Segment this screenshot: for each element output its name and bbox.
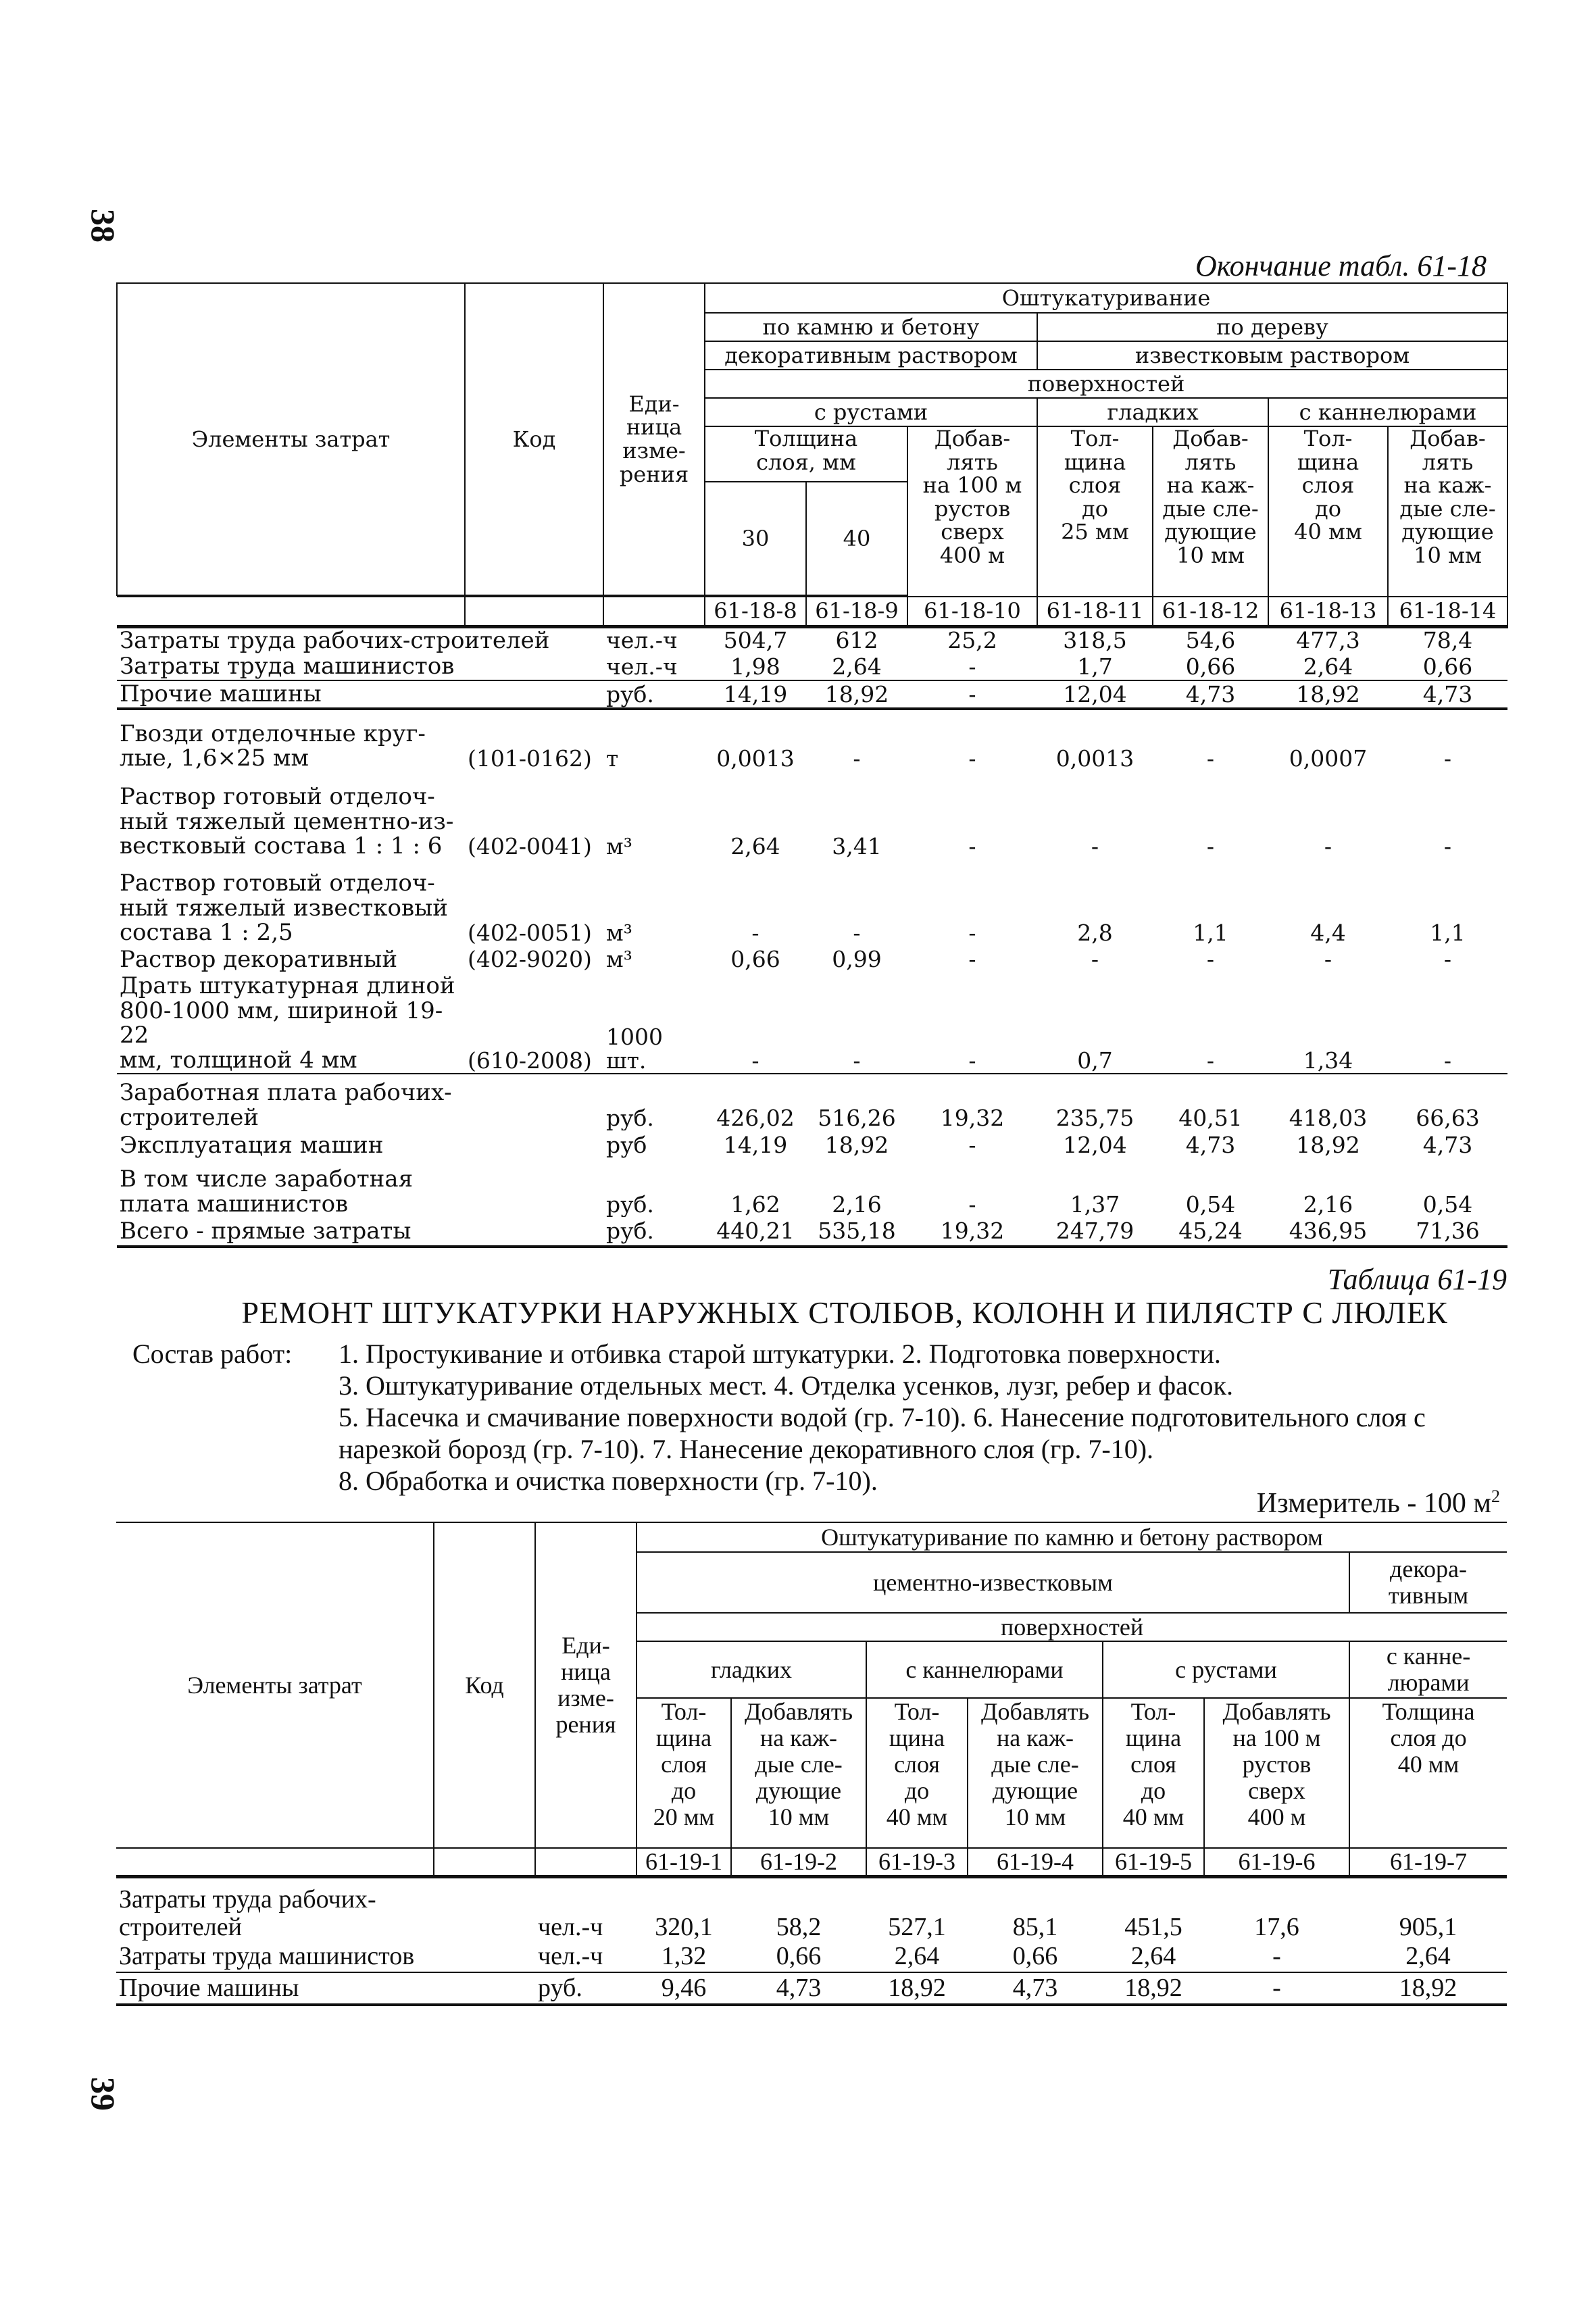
t1-cell: 0,66 bbox=[1388, 653, 1507, 680]
t2-cell: 0,66 bbox=[731, 1941, 866, 1972]
t2-code: 61-19-6 bbox=[1204, 1848, 1349, 1876]
t1-cell: 2,8 bbox=[1077, 920, 1113, 945]
t1-h-thick40: Тол- щина слоя до 40 мм bbox=[1268, 426, 1388, 597]
t2-h-rust: с рустами bbox=[1103, 1641, 1349, 1698]
t1-h-wood: по дереву bbox=[1037, 313, 1507, 341]
t2-cell: 17,6 bbox=[1254, 1913, 1299, 1942]
work-item: 5. Насечка и смачивание поверхности водой (гр. 7-10). 6. Нанесение подготовительного слоя с нарезкой борозд (гр. 7-10). 7. Нанесение декоративного слоя (гр. 7-10). bbox=[339, 1402, 1426, 1464]
table1-codes bbox=[117, 597, 1507, 626]
t1-cell: 0,0007 bbox=[1289, 745, 1368, 771]
t2-cell: 0,66 bbox=[968, 1941, 1103, 1972]
t1-cell: 418,03 bbox=[1289, 1105, 1368, 1130]
t1-cell: 1,37 bbox=[1070, 1191, 1120, 1217]
t2-row-label: Прочие машины bbox=[116, 1972, 434, 2005]
t2-h-kann: с каннелюрами bbox=[866, 1641, 1103, 1698]
t1-cell: - bbox=[907, 653, 1037, 680]
t2-h-thick20: Тол- щина слоя до 20 мм bbox=[637, 1698, 731, 1848]
t1-code: 61-18-12 bbox=[1153, 597, 1268, 626]
t1-cell: - bbox=[1206, 946, 1215, 973]
t2-cell: 2,64 bbox=[1103, 1941, 1204, 1972]
t1-cell: 19,32 bbox=[940, 1105, 1005, 1130]
t1-code: 61-18-13 bbox=[1268, 597, 1388, 626]
t1-row-code: (610-2008) bbox=[465, 974, 603, 1074]
t1-cell: 436,95 bbox=[1268, 1217, 1388, 1247]
t1-code: 61-18-14 bbox=[1388, 597, 1507, 626]
t1-cell: 1,7 bbox=[1037, 653, 1153, 680]
t1-h-t40-cell: 40 bbox=[843, 525, 871, 551]
t1-row-unit: м³ bbox=[606, 946, 632, 973]
t2-cell: 4,73 bbox=[968, 1972, 1103, 2005]
t1-row-unit: 1000 шт. bbox=[603, 974, 705, 1074]
measure-unit-text: Измеритель - 100 м bbox=[1256, 1488, 1491, 1519]
t1-cell: - bbox=[1388, 974, 1507, 1074]
t2-h-add-each-2: Добавлять на каж- дые сле- дующие 10 мм bbox=[968, 1698, 1103, 1848]
t2-row-code bbox=[434, 1876, 535, 1941]
t2-cell: 85,1 bbox=[1012, 1913, 1058, 1942]
t1-cell: - bbox=[968, 1191, 976, 1217]
t2-code: 61-19-3 bbox=[866, 1848, 968, 1876]
t1-cell: 12,04 bbox=[1063, 1132, 1127, 1159]
work-label: Состав работ: bbox=[132, 1339, 293, 1369]
t2-row-label: Затраты труда машинистов bbox=[116, 1941, 434, 1972]
t1-cell: 0,0013 bbox=[1055, 745, 1134, 771]
t1-h-thickness bbox=[705, 426, 907, 595]
t1-cell: 25,2 bbox=[947, 627, 997, 653]
t1-cell: - bbox=[907, 974, 1037, 1074]
t1-cell: - bbox=[1206, 833, 1215, 859]
t1-row-unit: чел.-ч bbox=[606, 627, 678, 653]
t2-h-elements: Элементы затрат bbox=[116, 1522, 434, 1848]
t1-cell: 0,66 bbox=[1153, 653, 1268, 680]
table-61-19 bbox=[116, 1522, 1507, 2006]
t2-cell: 527,1 bbox=[888, 1913, 946, 1942]
t1-cell: 235,75 bbox=[1055, 1105, 1134, 1130]
t1-cell: 14,19 bbox=[723, 1132, 788, 1159]
t1-cell: - bbox=[853, 745, 861, 771]
t1-cell: 4,73 bbox=[1422, 1132, 1473, 1159]
t1-cell: 535,18 bbox=[806, 1217, 907, 1247]
page-number-bottom: 39 bbox=[84, 2077, 122, 2111]
t1-cell: 2,64 bbox=[1268, 653, 1388, 680]
t2-h-smooth: гладких bbox=[637, 1641, 866, 1698]
t1-h-elements: Элементы затрат bbox=[117, 283, 465, 595]
t1-cell: - bbox=[1443, 833, 1452, 859]
t1-cell: 426,02 bbox=[716, 1105, 795, 1130]
t1-cell: 18,92 bbox=[1296, 1132, 1360, 1159]
t1-code: 61-18-8 bbox=[705, 597, 806, 626]
t1-cell: 516,26 bbox=[818, 1105, 896, 1130]
t1-cell: 612 bbox=[835, 627, 878, 653]
t1-row-unit: чел.-ч bbox=[603, 653, 705, 680]
t1-cell: 45,24 bbox=[1153, 1217, 1268, 1247]
t1-h-code: Код bbox=[465, 283, 603, 595]
t2-h-group: Оштукатуривание по камню и бетону раствором bbox=[637, 1522, 1507, 1552]
t1-row-unit: руб. bbox=[603, 1217, 705, 1247]
t1-cell: - bbox=[1206, 745, 1215, 771]
t1-cell: 3,41 bbox=[832, 833, 882, 859]
t1-cell: 2,16 bbox=[832, 1191, 882, 1217]
t1-cell: 2,64 bbox=[806, 653, 907, 680]
t2-cell: - bbox=[1204, 1972, 1349, 2005]
t2-h-thick40-1: Тол- щина слоя до 40 мм bbox=[866, 1698, 968, 1848]
t1-h-t30-cell: 30 bbox=[705, 482, 807, 595]
t1-row-label: Раствор готовый отделоч- ный тяжелый известковый состава 1 : 2,5 bbox=[120, 869, 448, 945]
t1-cell: - bbox=[806, 974, 907, 1074]
t2-cell: 320,1 bbox=[655, 1913, 713, 1942]
t2-code: 61-19-4 bbox=[968, 1848, 1103, 1876]
t1-cell: 440,21 bbox=[705, 1217, 806, 1247]
t2-cell: 4,73 bbox=[731, 1972, 866, 2005]
t1-row-label: Драть штукатурная длиной 800-1000 мм, шириной 19-22 мм, толщиной 4 мм bbox=[117, 974, 465, 1074]
t1-h-add-each-1: Добав- лять на каж- дые сле- дующие 10 мм bbox=[1153, 426, 1268, 597]
t1-cell: - bbox=[1443, 946, 1452, 973]
t1-h-kann: с каннелюрами bbox=[1268, 398, 1507, 426]
t1-cell: 0,54 bbox=[1422, 1191, 1473, 1217]
t2-cell: 9,46 bbox=[637, 1972, 731, 2005]
t1-cell: - bbox=[907, 680, 1037, 709]
table2-caption: Таблица 61-19 bbox=[1327, 1263, 1507, 1296]
t1-row-label: Всего - прямые затраты bbox=[117, 1217, 603, 1247]
table2-body bbox=[116, 1876, 1507, 2005]
t1-row-label: В том числе заработная плата машинистов bbox=[120, 1166, 414, 1217]
t1-cell: 19,32 bbox=[907, 1217, 1037, 1247]
t1-h-add-rust: Добав- лять на 100 м рустов сверх 400 м bbox=[907, 426, 1037, 597]
t1-cell: 1,1 bbox=[1193, 920, 1228, 945]
t1-h-unit: Еди- ница изме- рения bbox=[603, 283, 705, 595]
t1-code: 61-18-10 bbox=[907, 597, 1037, 626]
t1-h-surfaces: поверхностей bbox=[705, 370, 1507, 398]
t1-cell: 2,16 bbox=[1303, 1191, 1353, 1217]
t1-code: 61-18-9 bbox=[806, 597, 907, 626]
t2-row-unit: руб. bbox=[535, 1972, 637, 2005]
t1-cell: 1,1 bbox=[1430, 920, 1466, 945]
t2-h-surfaces: поверхностей bbox=[637, 1613, 1507, 1641]
t1-cell: - bbox=[968, 946, 976, 973]
t1-cell: - bbox=[968, 745, 976, 771]
measure-unit-sup: 2 bbox=[1491, 1487, 1500, 1506]
t1-cell: 2,64 bbox=[730, 833, 780, 859]
table2-codes bbox=[116, 1848, 1507, 1876]
t1-cell: 1,98 bbox=[705, 653, 806, 680]
t1-h-thickness-label: Толщина слоя, мм bbox=[705, 427, 907, 482]
t2-cell: 58,2 bbox=[776, 1913, 822, 1942]
t2-code: 61-19-2 bbox=[731, 1848, 866, 1876]
t2-h-code: Код bbox=[434, 1522, 535, 1848]
t1-cell: 54,6 bbox=[1185, 627, 1236, 653]
t1-h-mortar-lime: известковым раствором bbox=[1037, 341, 1507, 370]
table2-title: РЕМОНТ ШТУКАТУРКИ НАРУЖНЫХ СТОЛБОВ, КОЛОНН И ПИЛЯСТР С ЛЮЛЕК bbox=[241, 1295, 1448, 1330]
t1-cell: - bbox=[1153, 974, 1268, 1074]
t2-h-add-each-1: Добавлять на каж- дые сле- дующие 10 мм bbox=[731, 1698, 866, 1848]
t1-row-label: Раствор декоративный bbox=[120, 945, 397, 973]
t2-cell: 1,32 bbox=[637, 1941, 731, 1972]
t2-code: 61-19-1 bbox=[637, 1848, 731, 1876]
t1-cell: - bbox=[853, 920, 861, 945]
measure-unit bbox=[1014, 1487, 1500, 1520]
t1-row-unit: руб. bbox=[606, 1191, 654, 1217]
table-61-18 bbox=[116, 282, 1508, 1248]
t1-cell: 18,92 bbox=[824, 1132, 889, 1159]
t1-cell: 1,62 bbox=[730, 1191, 780, 1217]
t2-cell: 18,92 bbox=[866, 1972, 968, 2005]
t2-h-thick40-3: Толщина слоя до 40 мм bbox=[1349, 1698, 1507, 1848]
t1-row-unit: м³ bbox=[606, 833, 632, 859]
t2-code: 61-19-5 bbox=[1103, 1848, 1204, 1876]
t1-row-unit: т bbox=[606, 745, 619, 771]
work-item: 8. Обработка и очистка поверхности (гр. 7-10). bbox=[339, 1466, 878, 1496]
t1-cell: - bbox=[968, 1132, 976, 1159]
t1-cell: 0,66 bbox=[730, 946, 780, 973]
t1-row-unit: руб. bbox=[606, 1105, 654, 1130]
t1-cell: - bbox=[1091, 833, 1099, 859]
t1-cell: 78,4 bbox=[1422, 627, 1473, 653]
t2-row-label: Затраты труда рабочих- строителей bbox=[119, 1885, 376, 1942]
page-number-top: 38 bbox=[84, 209, 122, 243]
t2-cell: 451,5 bbox=[1124, 1913, 1182, 1942]
t1-cell: 4,4 bbox=[1310, 920, 1346, 945]
t1-row-code: (402-0041) bbox=[468, 833, 592, 859]
t1-row-code: (402-9020) bbox=[468, 946, 592, 973]
t1-row-unit: руб bbox=[606, 1132, 647, 1159]
t1-cell: 1,34 bbox=[1268, 974, 1388, 1074]
t2-cell: 905,1 bbox=[1399, 1913, 1457, 1942]
t1-cell: 40,51 bbox=[1178, 1105, 1243, 1130]
t2-h-mortar-cem: цементно-известковым bbox=[637, 1552, 1349, 1613]
t1-row-label: Затраты труда рабочих-строителей bbox=[120, 626, 550, 653]
t2-code: 61-19-7 bbox=[1349, 1848, 1507, 1876]
t1-cell: 318,5 bbox=[1063, 627, 1127, 653]
t2-row-unit: чел.-ч bbox=[538, 1913, 603, 1942]
t1-row-label: Прочие машины bbox=[117, 680, 603, 709]
t1-cell: 18,92 bbox=[1268, 680, 1388, 709]
t1-cell: 12,04 bbox=[1037, 680, 1153, 709]
t1-row-label: Заработная плата рабочих- строителей bbox=[120, 1079, 452, 1130]
t1-h-add-each-2: Добав- лять на каж- дые сле- дующие 10 мм bbox=[1388, 426, 1507, 597]
t1-row-label: Раствор готовый отделоч- ный тяжелый цементно-из- вестковый состава 1 : 1 : 6 bbox=[120, 782, 454, 859]
t1-h-smooth: гладких bbox=[1037, 398, 1268, 426]
t2-cell: 18,92 bbox=[1103, 1972, 1204, 2005]
t1-row-label: Затраты труда машинистов bbox=[117, 653, 603, 680]
t1-cell: - bbox=[1324, 946, 1332, 973]
t1-row-unit: м³ bbox=[606, 920, 632, 945]
t1-h-rust: с рустами bbox=[705, 398, 1037, 426]
t1-cell: - bbox=[968, 833, 976, 859]
t2-h-unit: Еди- ница изме- рения bbox=[535, 1522, 637, 1848]
t1-cell: 477,3 bbox=[1296, 627, 1360, 653]
t1-cell: - bbox=[968, 920, 976, 945]
t1-cell: 18,92 bbox=[806, 680, 907, 709]
t1-cell: - bbox=[1091, 946, 1099, 973]
t1-cell: 14,19 bbox=[705, 680, 806, 709]
t2-cell: 18,92 bbox=[1349, 1972, 1507, 2005]
t2-h-thick40-2: Тол- щина слоя до 40 мм bbox=[1103, 1698, 1204, 1848]
t1-row-code: (402-0051) bbox=[468, 920, 592, 945]
t1-h-mortar-decor: декоративным раствором bbox=[705, 341, 1037, 370]
t1-row-label: Гвозди отделочные круг- лые, 1,6×25 мм bbox=[120, 720, 426, 771]
t1-cell: 0,99 bbox=[832, 946, 882, 973]
t2-h-kann2: с канне- люрами bbox=[1349, 1641, 1507, 1698]
table1-caption: Окончание табл. 61-18 bbox=[1195, 249, 1487, 282]
t1-cell: - bbox=[751, 920, 759, 945]
work-item: 3. Оштукатуривание отдельных мест. 4. Отделка усенков, лузг, ребер и фасок. bbox=[339, 1370, 1233, 1401]
t1-cell: - bbox=[1443, 745, 1452, 771]
t1-h-thick25: Тол- щина слоя до 25 мм bbox=[1037, 426, 1153, 597]
table2-header bbox=[116, 1522, 1507, 1848]
t1-cell: 71,36 bbox=[1388, 1217, 1507, 1247]
t1-cell: 504,7 bbox=[723, 627, 788, 653]
t1-row-label: Эксплуатация машин bbox=[120, 1131, 384, 1159]
table1-body bbox=[117, 626, 1507, 1247]
t1-cell: 0,54 bbox=[1185, 1191, 1236, 1217]
t1-cell: 4,73 bbox=[1153, 680, 1268, 709]
t1-cell: - bbox=[705, 974, 806, 1074]
t2-h-mortar-decor: декора- тивным bbox=[1349, 1552, 1507, 1613]
t2-row-code bbox=[434, 1941, 535, 1972]
t1-code: 61-18-11 bbox=[1037, 597, 1153, 626]
t1-h-group: Оштукатуривание bbox=[705, 283, 1507, 313]
work-item: 1. Простукивание и отбивка старой штукатурки. 2. Подготовка поверхности. bbox=[339, 1339, 1221, 1369]
t2-row-code bbox=[434, 1972, 535, 2005]
t1-row-unit: руб. bbox=[603, 680, 705, 709]
t1-row-code: (101-0162) bbox=[468, 745, 592, 771]
t1-cell: 247,79 bbox=[1037, 1217, 1153, 1247]
t2-cell: 2,64 bbox=[866, 1941, 968, 1972]
t1-cell: 66,63 bbox=[1416, 1105, 1480, 1130]
t2-h-add-rust: Добавлять на 100 м рустов сверх 400 м bbox=[1204, 1698, 1349, 1848]
table1-header bbox=[117, 283, 1507, 597]
t1-cell: 0,0013 bbox=[716, 745, 795, 771]
t1-h-stone: по камню и бетону bbox=[705, 313, 1037, 341]
t1-cell: 4,73 bbox=[1185, 1132, 1236, 1159]
t1-cell: 0,7 bbox=[1037, 974, 1153, 1074]
t1-cell: - bbox=[1324, 833, 1332, 859]
t2-row-unit: чел.-ч bbox=[535, 1941, 637, 1972]
t1-cell: 4,73 bbox=[1388, 680, 1507, 709]
t2-cell: 2,64 bbox=[1349, 1941, 1507, 1972]
t2-cell: - bbox=[1204, 1941, 1349, 1972]
